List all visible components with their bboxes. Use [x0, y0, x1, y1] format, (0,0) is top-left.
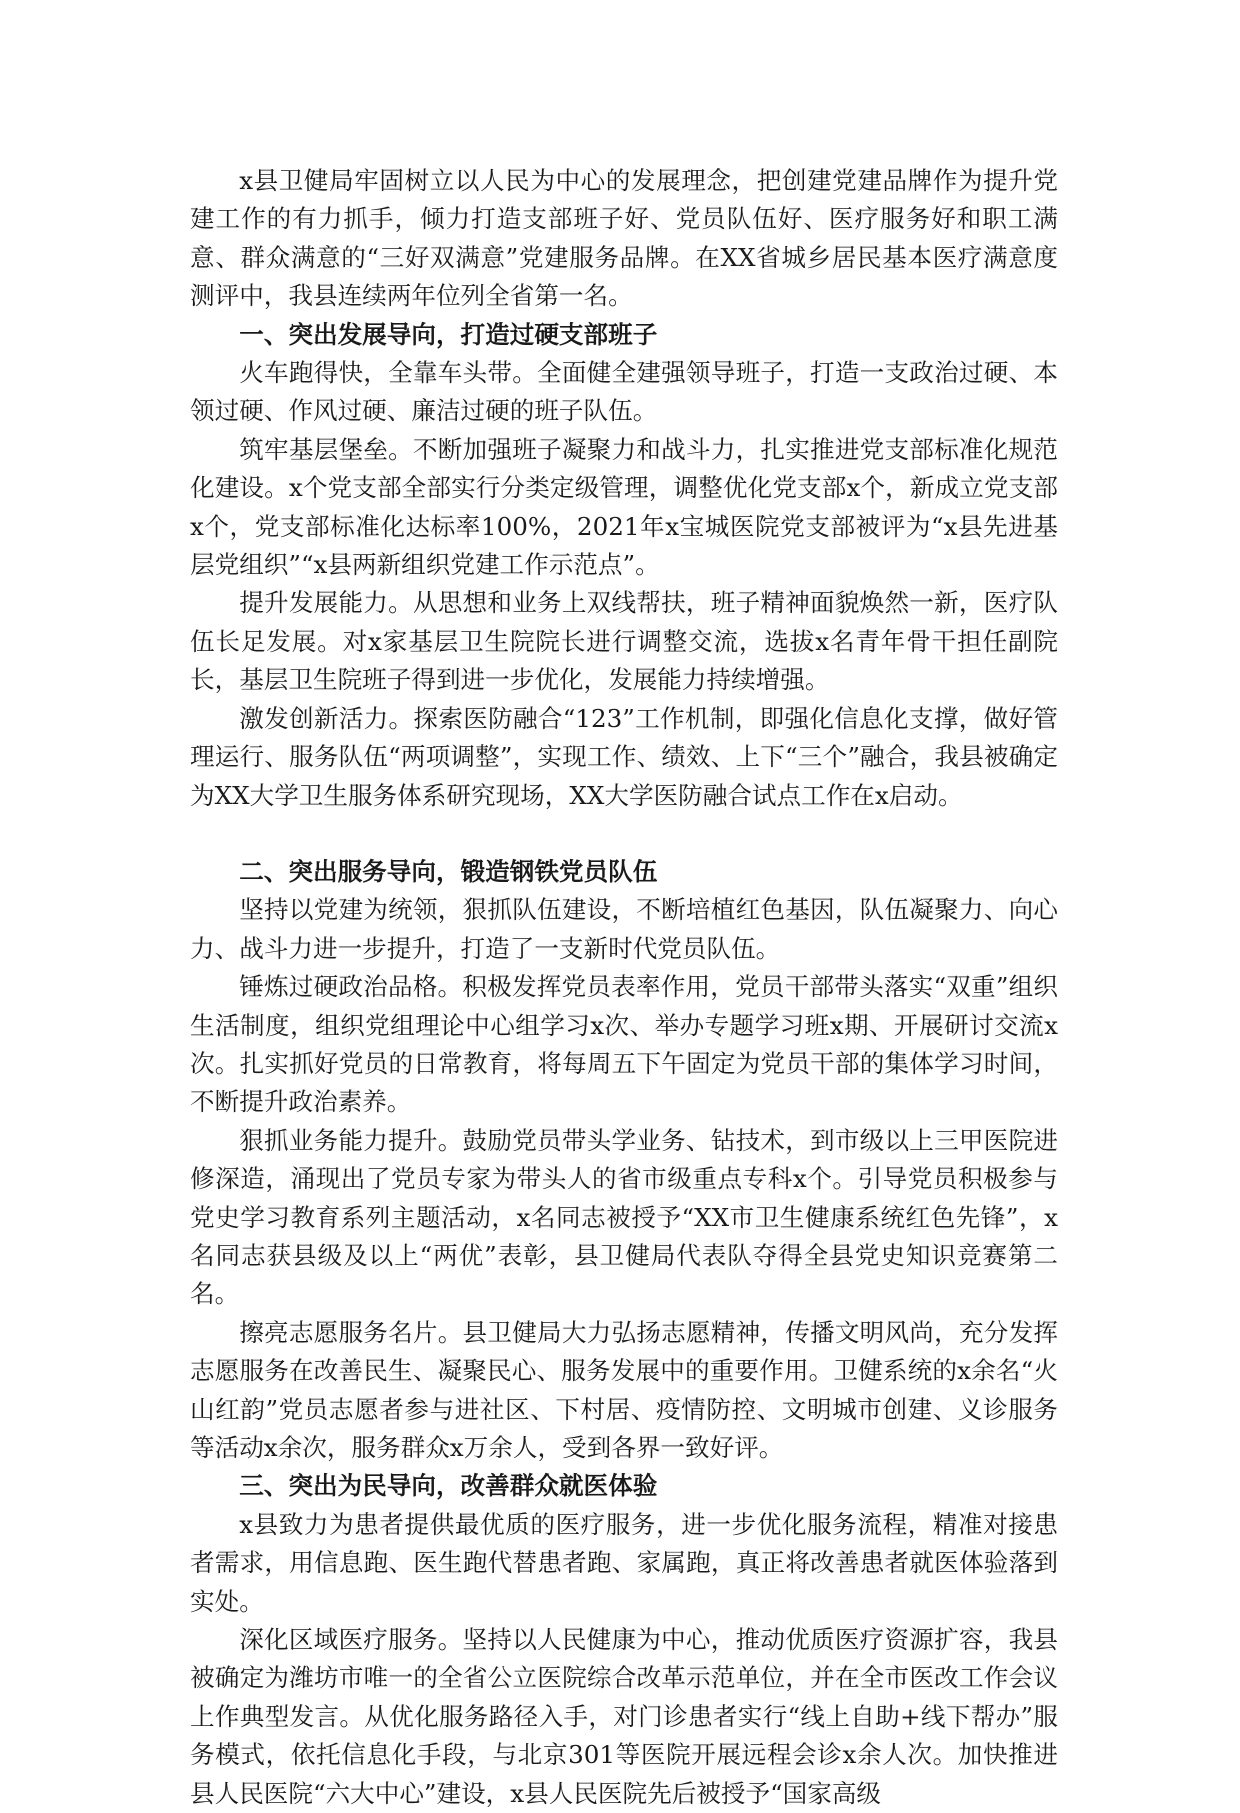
- section-spacer: [190, 815, 1058, 853]
- section-2-paragraph: 擦亮志愿服务名片。县卫健局大力弘扬志愿精神，传播文明风尚，充分发挥志愿服务在改善民生、凝聚民心、服务发展中的重要作用。卫健系统的x余名“火山红韵”党员志愿者参与进社区、下村居、疫情防控、文明城市创建、义诊服务等活动x余次，服务群众x万余人，受到各界一致好评。: [190, 1317, 1058, 1462]
- section-2-paragraph: 坚持以党建为统领，狠抓队伍建设，不断培植红色基因，队伍凝聚力、向心力、战斗力进一步提升，打造了一支新时代党员队伍。: [190, 895, 1058, 963]
- section-3-paragraph: 深化区域医疗服务。坚持以人民健康为中心，推动优质医疗资源扩容，我县被确定为潍坊市唯一的全省公立医院综合改革示范单位，并在全市医改工作会议上作典型发言。从优化服务路径入手，对门诊患者实行“线上自助+线下帮办”服务模式，依托信息化手段，与北京301等医院开展远程会诊x余人次。加快推进县人民医院“六大中心”建设，x县人民医院先后被授予“国家高级: [190, 1625, 1058, 1808]
- section-1-heading: 一、突出发展导向，打造过硬支部班子: [239, 319, 658, 349]
- section-1-paragraph: 激发创新活力。探索医防融合“123”工作机制，即强化信息化支撑，做好管理运行、服务队伍“两项调整”，实现工作、绩效、上下“三个”融合，我县被确定为XX大学卫生服务体系研究现场，XX大学医防融合试点工作在x启动。: [190, 703, 1058, 810]
- section-3-heading: 三、突出为民导向，改善群众就医体验: [239, 1471, 658, 1501]
- section-2-paragraph: 锤炼过硬政治品格。积极发挥党员表率作用，党员干部带头落实“双重”组织生活制度，组织党组理论中心组学习x次、举办专题学习班x期、开展研讨交流x次。扎实抓好党员的日常教育，将每周五下午固定为党员干部的集体学习时间，不断提升政治素养。: [190, 972, 1058, 1117]
- section-1-paragraph: 提升发展能力。从思想和业务上双线帮扶，班子精神面貌焕然一新，医疗队伍长足发展。对x家基层卫生院院长进行调整交流，选拔x名青年骨干担任副院长，基层卫生院班子得到进一步优化，发展能力持续增强。: [190, 588, 1058, 695]
- section-2-heading: 二、突出服务导向，锻造钢铁党员队伍: [239, 856, 658, 886]
- section-1-paragraph: 筑牢基层堡垒。不断加强班子凝聚力和战斗力，扎实推进党支部标准化规范化建设。x个党支部全部实行分类定级管理，调整优化党支部x个，新成立党支部x个，党支部标准化达标率100%，2021年x宝城医院党支部被评为“x县先进基层党组织”“x县两新组织党建工作示范点”。: [190, 434, 1058, 580]
- section-1-paragraph: 火车跑得快，全靠车头带。全面健全建强领导班子，打造一支政治过硬、本领过硬、作风过硬、廉洁过硬的班子队伍。: [190, 358, 1058, 426]
- section-3-paragraph: x县致力为患者提供最优质的医疗服务，进一步优化服务流程，精准对接患者需求，用信息跑、医生跑代替患者跑、家属跑，真正将改善患者就医体验落到实处。: [190, 1509, 1058, 1616]
- document-body: [190, 162, 1058, 1813]
- section-2-paragraph: 狠抓业务能力提升。鼓励党员带头学业务、钻技术，到市级以上三甲医院进修深造，涌现出了党员专家为带头人的省市级重点专科x个。引导党员积极参与党史学习教育系列主题活动，x名同志被授予“XX市卫生健康系统红色先锋”，x名同志获县级及以上“两优”表彰，县卫健局代表队夺得全县党史知识竞赛第二名。: [190, 1125, 1058, 1309]
- intro-paragraph: x县卫健局牢固树立以人民为中心的发展理念，把创建党建品牌作为提升党建工作的有力抓手，倾力打造支部班子好、党员队伍好、医疗服务好和职工满意、群众满意的“三好双满意”党建服务品牌。在XX省城乡居民基本医疗满意度测评中，我县连续两年位列全省第一名。: [190, 166, 1058, 311]
